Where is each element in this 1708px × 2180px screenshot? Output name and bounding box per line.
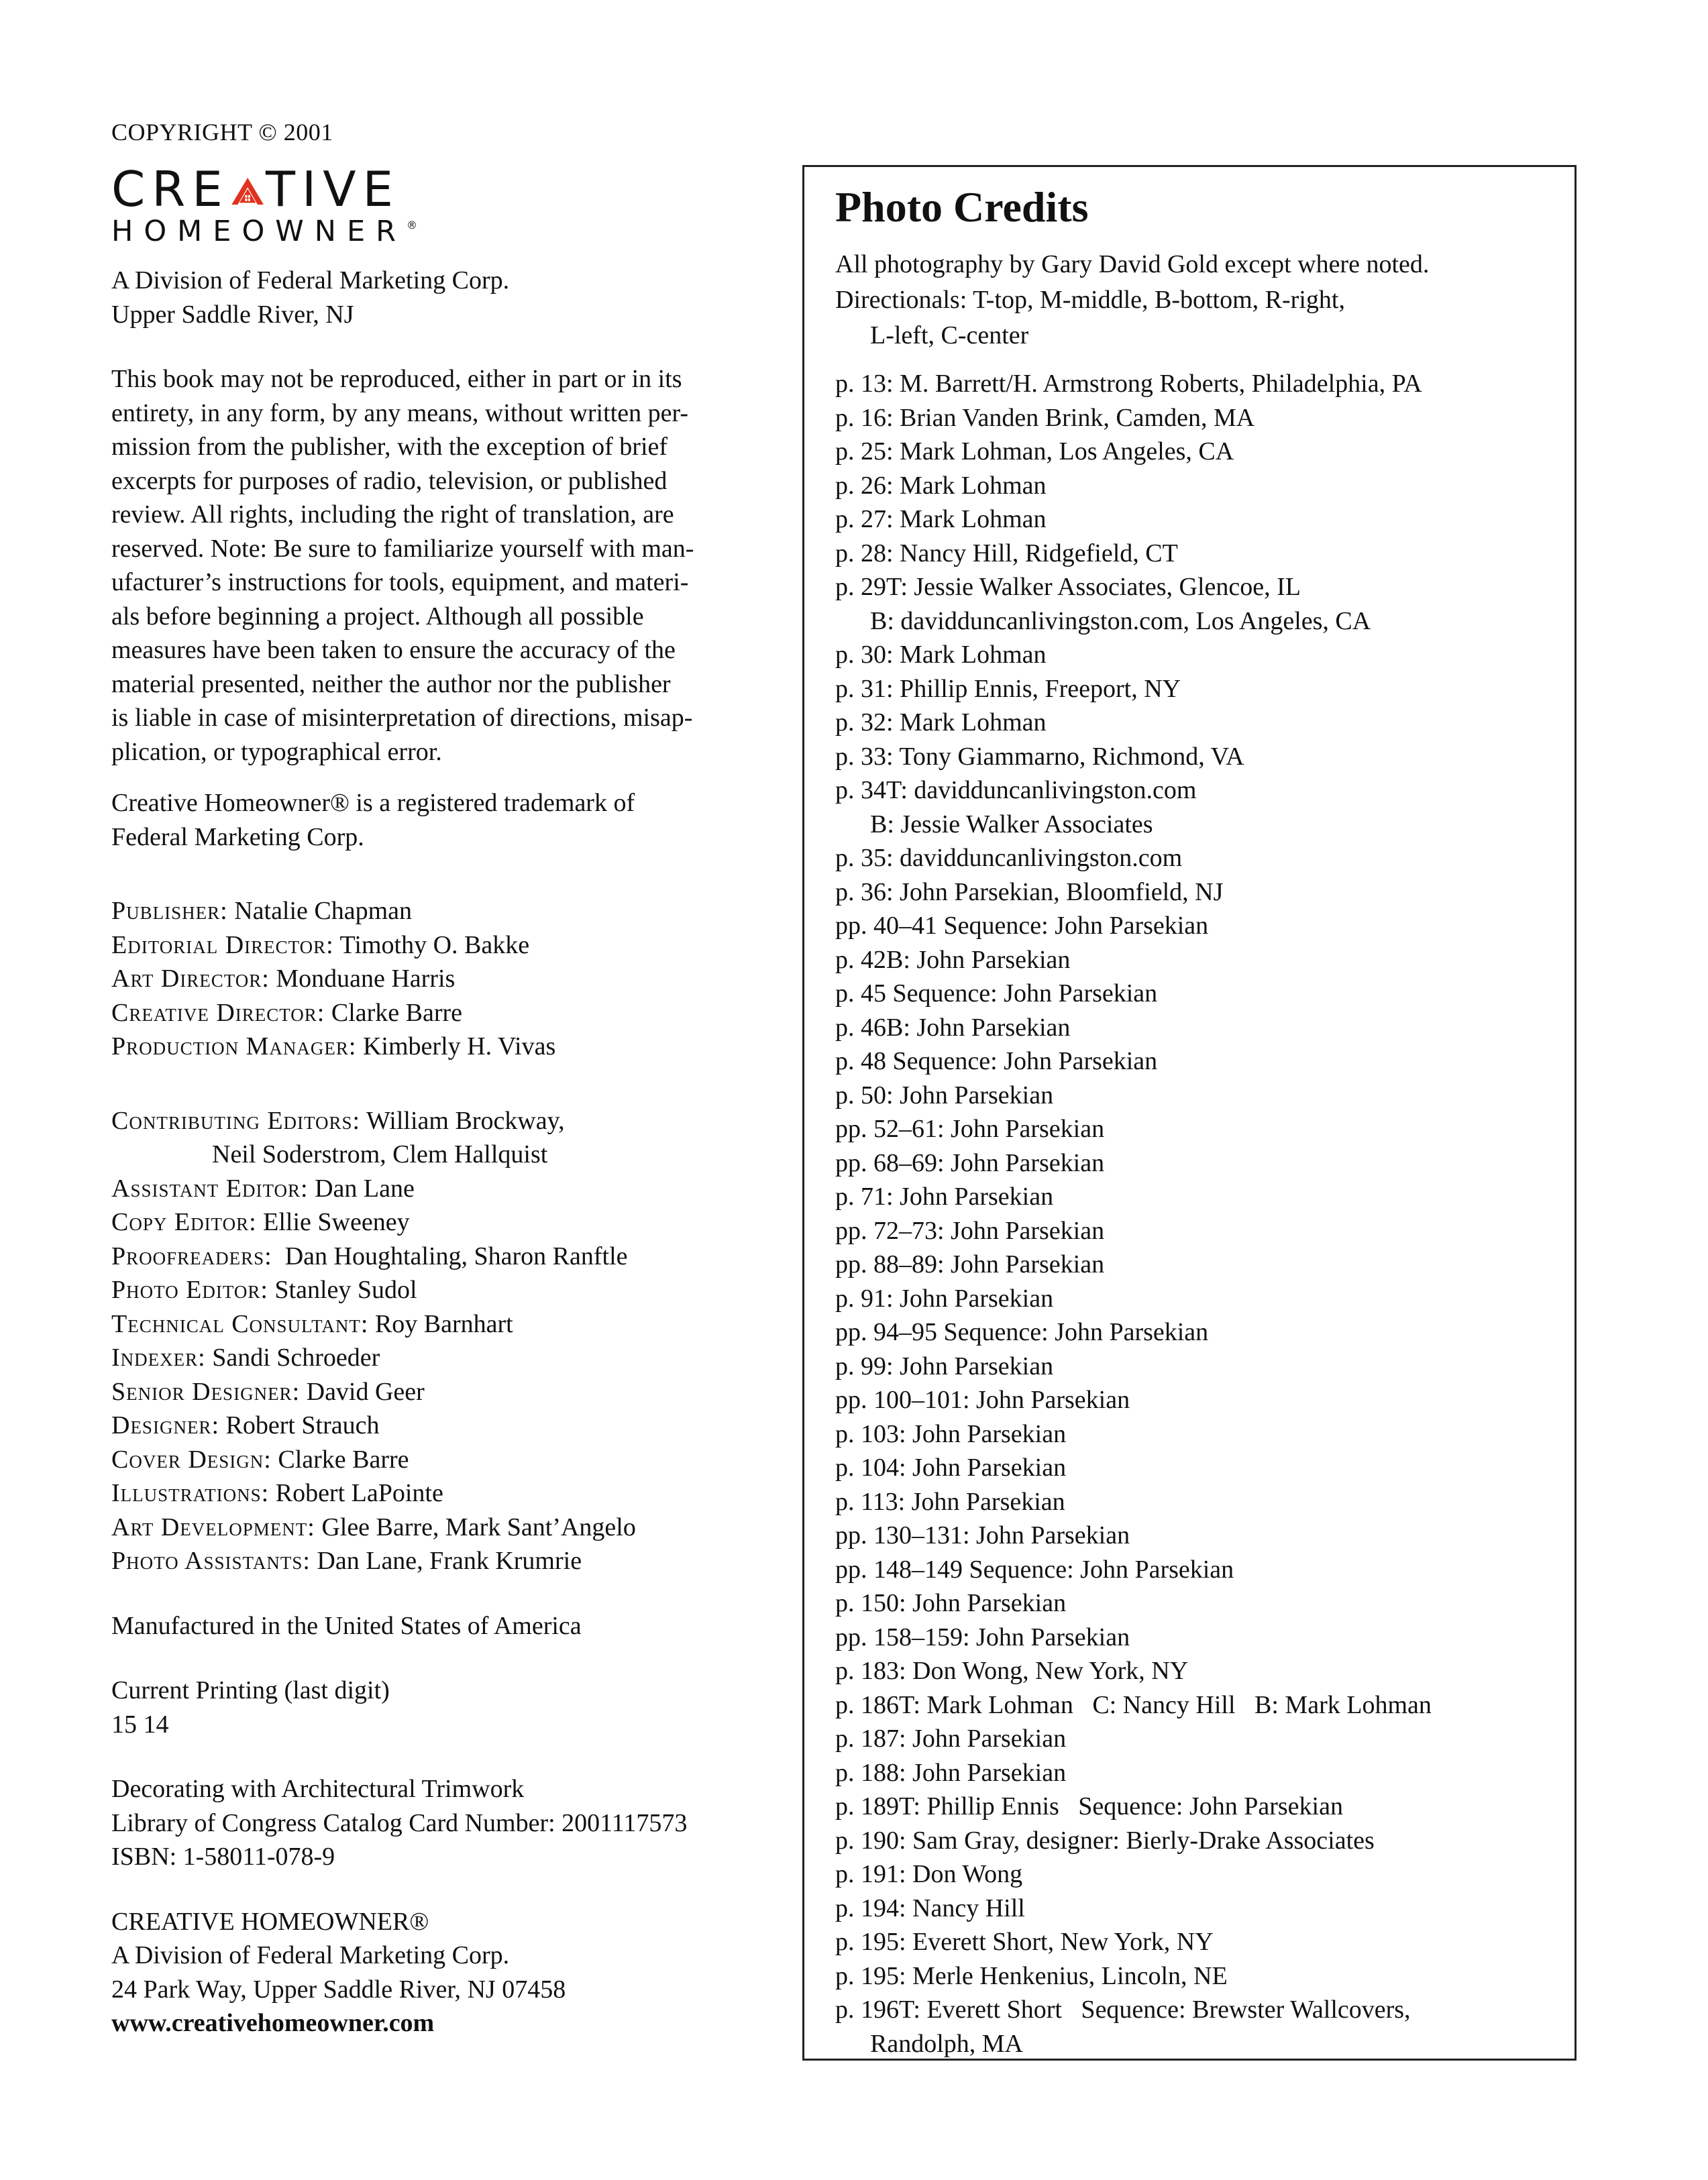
staff-credit <box>111 962 769 996</box>
photo-credit-list <box>835 367 1561 2061</box>
photo-credit-entry: pp. 100–101: John Parsekian <box>835 1386 1130 1415</box>
photo-credit-entry: B: davidduncanlivingston.com, Los Angeles, CA <box>870 606 1371 635</box>
staff-credit <box>111 928 769 963</box>
printing-line: Current Printing (last digit) <box>111 1676 390 1704</box>
legal-line: measures have been taken to ensure the accuracy of the <box>111 636 676 664</box>
legal-line: reserved. Note: Be sure to familiarize yourself with man- <box>111 534 694 563</box>
photo-credit-entry: p. 103: John Parsekian <box>835 1419 1067 1448</box>
staff-name: Roy Barnhart <box>368 1309 513 1338</box>
staff-role: Proofreaders: <box>111 1242 272 1270</box>
address-line: A Division of Federal Marketing Corp. <box>111 1941 510 1969</box>
printing-line: 15 14 <box>111 1710 169 1739</box>
staff-role: Technical Consultant: <box>111 1309 369 1338</box>
catalog-line: Library of Congress Catalog Card Number: 2001117573 <box>111 1808 688 1837</box>
staff-credit <box>111 1030 769 1064</box>
staff-role: Art Director: <box>111 965 270 993</box>
photo-credit-entry: p. 195: Merle Henkenius, Lincoln, NE <box>835 1961 1228 1990</box>
legal-line: material presented, neither the author nor the publisher <box>111 669 671 698</box>
photo-credit-entry: p. 91: John Parsekian <box>835 1284 1054 1313</box>
staff-role: Editorial Director: <box>111 930 334 959</box>
photo-credit-entry: p. 25: Mark Lohman, Los Angeles, CA <box>835 437 1234 466</box>
staff-name: David Geer <box>300 1377 425 1406</box>
staff-credit <box>111 1240 769 1274</box>
staff-role: Creative Director: <box>111 998 325 1027</box>
photo-credit-entry: p. 35: davidduncanlivingston.com <box>835 844 1183 873</box>
photo-credit-entry: pp. 40–41 Sequence: John Parsekian <box>835 912 1209 940</box>
trademark-line: Creative Homeowner® is a registered trademark of <box>111 789 635 817</box>
catalog-line: ISBN: 1-58011-078-9 <box>111 1843 335 1871</box>
staff-credit <box>111 1341 769 1375</box>
manufactured-notice: Manufactured in the United States of America <box>111 1611 582 1640</box>
staff-name: Kimberly H. Vivas <box>356 1032 556 1060</box>
staff-credit <box>111 894 769 928</box>
photo-credit-entry: p. 187: John Parsekian <box>835 1725 1067 1753</box>
legal-line: ufacturer’s instructions for tools, equipment, and materi- <box>111 568 689 596</box>
photo-credit-entry: p. 34T: davidduncanlivingston.com <box>835 776 1197 805</box>
logo-homeowner: HOMEOWNER <box>111 215 407 248</box>
staff-credit <box>111 1307 769 1342</box>
staff-name: Ellie Sweeney <box>256 1208 410 1236</box>
staff-name: Clarke Barre <box>271 1445 409 1474</box>
photo-credit-entry: p. 191: Don Wong <box>835 1860 1023 1889</box>
photo-credit-entry: p. 33: Tony Giammarno, Richmond, VA <box>835 742 1244 771</box>
photo-credit-entry: p. 50: John Parsekian <box>835 1081 1054 1109</box>
staff-name: Dan Houghtaling, Sharon Ranftle <box>272 1242 628 1270</box>
staff-name: Natalie Chapman <box>227 897 413 925</box>
staff-credit <box>111 1443 769 1477</box>
photo-credit-entry: Randolph, MA <box>870 2029 1023 2058</box>
creative-homeowner-logo <box>111 161 418 248</box>
photo-credit-entry: p. 13: M. Barrett/H. Armstrong Roberts, Philadelphia, PA <box>835 370 1422 398</box>
staff-role: Contributing Editors: <box>111 1106 361 1135</box>
photo-credit-entry: p. 42B: John Parsekian <box>835 945 1071 974</box>
staff-credit <box>111 1375 769 1409</box>
photo-credit-entry: p. 29T: Jessie Walker Associates, Glencoe, IL <box>835 573 1301 602</box>
division-line: A Division of Federal Marketing Corp. <box>111 266 510 294</box>
staff-credit <box>111 1409 769 1443</box>
printing-info <box>111 1674 769 1741</box>
staff-credit <box>111 1511 769 1545</box>
photo-credit-entry: p. 195: Everett Short, New York, NY <box>835 1928 1214 1957</box>
legal-line: als before beginning a project. Although all possible <box>111 602 644 631</box>
copyright-notice: COPYRIGHT © 2001 <box>111 119 333 146</box>
photo-credit-entry: pp. 94–95 Sequence: John Parsekian <box>835 1318 1209 1347</box>
staff-name: Timothy O. Bakke <box>333 930 530 959</box>
catalog-line: Decorating with Architectural Trimwork <box>111 1775 525 1803</box>
staff-credit <box>111 1544 769 1578</box>
logo-text-start: CRE <box>111 161 229 217</box>
photo-credit-entry: p. 104: John Parsekian <box>835 1454 1067 1482</box>
photo-credit-entry: p. 28: Nancy Hill, Ridgefield, CT <box>835 539 1178 567</box>
photo-credit-entry: p. 32: Mark Lohman <box>835 708 1047 737</box>
photo-credit-entry: p. 45 Sequence: John Parsekian <box>835 979 1158 1008</box>
intro-line: L-left, C-center <box>870 321 1029 350</box>
staff-list-secondary <box>111 1104 769 1578</box>
staff-credit <box>111 1172 769 1206</box>
photo-credit-entry: p. 194: Nancy Hill <box>835 1894 1025 1922</box>
photo-credit-entry: pp. 158–159: John Parsekian <box>835 1623 1130 1651</box>
photo-credit-entry: p. 183: Don Wong, New York, NY <box>835 1657 1189 1686</box>
division-info <box>111 264 769 331</box>
photo-credit-entry: pp. 88–89: John Parsekian <box>835 1250 1105 1279</box>
staff-name: William Brockway, <box>360 1106 565 1135</box>
photo-credits-box <box>802 165 1577 2061</box>
legal-notice <box>111 362 769 769</box>
staff-credit <box>111 996 769 1030</box>
photo-credit-entry: p. 46B: John Parsekian <box>835 1013 1071 1042</box>
staff-name: Dan Lane <box>308 1174 415 1203</box>
legal-line: This book may not be reproduced, either in part or in its <box>111 365 682 393</box>
photo-credit-entry: p. 48 Sequence: John Parsekian <box>835 1047 1158 1076</box>
staff-name: Robert Strauch <box>219 1411 380 1439</box>
legal-line: is liable in case of misinterpretation of directions, misap- <box>111 704 693 732</box>
staff-role: Illustrations: <box>111 1479 270 1507</box>
logo-wordmark <box>111 161 400 217</box>
staff-name: Clarke Barre <box>325 998 463 1027</box>
photo-credit-entry: p. 188: John Parsekian <box>835 1758 1067 1787</box>
intro-line: Directionals: T-top, M-middle, B-bottom, R-right, <box>835 286 1345 315</box>
staff-role: Publisher: <box>111 897 228 925</box>
staff-credit <box>111 1138 769 1172</box>
logo-subline <box>111 215 418 248</box>
photo-credit-entry: p. 26: Mark Lohman <box>835 471 1047 500</box>
publisher-address <box>111 1905 769 2040</box>
division-line: Upper Saddle River, NJ <box>111 300 354 329</box>
website-link[interactable]: www.creativehomeowner.com <box>111 2009 435 2037</box>
staff-name: Stanley Sudol <box>268 1276 417 1304</box>
staff-credit <box>111 1273 769 1307</box>
staff-credit <box>111 1476 769 1511</box>
photo-credit-entry: p. 27: Mark Lohman <box>835 505 1047 534</box>
photo-credit-entry: pp. 148–149 Sequence: John Parsekian <box>835 1555 1234 1584</box>
photo-credits-intro <box>835 247 1561 353</box>
imprint-column <box>111 118 769 2040</box>
photo-credit-entry: p. 30: Mark Lohman <box>835 641 1047 669</box>
intro-line: All photography by Gary David Gold except where noted. <box>835 250 1430 279</box>
staff-role: Senior Designer: <box>111 1377 301 1406</box>
staff-name: Robert LaPointe <box>269 1479 443 1507</box>
registered-mark: ® <box>407 219 418 231</box>
photo-credit-entry: p. 186T: Mark Lohman C: Nancy Hill B: Mark Lohman <box>835 1690 1432 1719</box>
staff-name: Neil Soderstrom, Clem Hallquist <box>212 1140 548 1168</box>
staff-role: Art Development: <box>111 1513 315 1541</box>
photo-credit-entry: p. 150: John Parsekian <box>835 1589 1067 1618</box>
staff-role: Cover Design: <box>111 1445 272 1474</box>
legal-line: excerpts for purposes of radio, television, or published <box>111 466 668 495</box>
photo-credit-entry: B: Jessie Walker Associates <box>870 810 1153 838</box>
logo-text-end: TIVE <box>266 161 400 217</box>
legal-line: entirety, in any form, by any means, without written per- <box>111 398 688 427</box>
photo-credits-title: Photo Credits <box>835 183 1089 231</box>
address-line: 24 Park Way, Upper Saddle River, NJ 07458 <box>111 1975 566 2004</box>
staff-credit <box>111 1104 769 1138</box>
staff-role: Photo Editor: <box>111 1276 268 1304</box>
photo-credit-entry: p. 99: John Parsekian <box>835 1352 1054 1380</box>
photo-credit-entry: p. 189T: Phillip Ennis Sequence: John Parsekian <box>835 1792 1343 1821</box>
photo-credit-entry: p. 31: Phillip Ennis, Freeport, NY <box>835 674 1181 703</box>
staff-role: Designer: <box>111 1411 219 1439</box>
staff-role: Production Manager: <box>111 1032 357 1060</box>
photo-credit-entry: p. 196T: Everett Short Sequence: Brewster Wallcovers, <box>835 1996 1411 2024</box>
staff-name: Glee Barre, Mark Sant’Angelo <box>315 1513 636 1541</box>
legal-line: mission from the publisher, with the exception of brief <box>111 433 668 461</box>
trademark-notice <box>111 786 769 854</box>
photo-credit-entry: pp. 52–61: John Parsekian <box>835 1115 1105 1144</box>
staff-list-primary <box>111 894 769 1064</box>
staff-name: Sandi Schroeder <box>205 1344 380 1372</box>
legal-line: plication, or typographical error. <box>111 737 442 766</box>
staff-name: Dan Lane, Frank Krumrie <box>310 1547 582 1575</box>
photo-credit-entry: pp. 72–73: John Parsekian <box>835 1216 1105 1245</box>
staff-role: Photo Assistants: <box>111 1547 311 1575</box>
photo-credit-entry: p. 36: John Parsekian, Bloomfield, NJ <box>835 877 1224 906</box>
catalog-info <box>111 1772 769 1874</box>
photo-credit-entry: p. 113: John Parsekian <box>835 1487 1065 1516</box>
staff-role: Copy Editor: <box>111 1208 257 1236</box>
staff-role: Indexer: <box>111 1344 206 1372</box>
address-line: CREATIVE HOMEOWNER® <box>111 1907 429 1936</box>
photo-credit-entry: pp. 68–69: John Parsekian <box>835 1148 1105 1177</box>
staff-role: Assistant Editor: <box>111 1174 309 1203</box>
photo-credit-entry: p. 71: John Parsekian <box>835 1183 1054 1211</box>
staff-name: Monduane Harris <box>269 965 456 993</box>
legal-line: review. All rights, including the right of translation, are <box>111 500 674 529</box>
photo-credit-entry: p. 16: Brian Vanden Brink, Camden, MA <box>835 403 1255 432</box>
staff-credit <box>111 1205 769 1240</box>
photo-credit-entry: p. 190: Sam Gray, designer: Bierly-Drake Associates <box>835 1826 1375 1855</box>
house-a-icon <box>231 169 264 213</box>
trademark-line: Federal Marketing Corp. <box>111 822 364 851</box>
photo-credit-entry: pp. 130–131: John Parsekian <box>835 1521 1130 1550</box>
